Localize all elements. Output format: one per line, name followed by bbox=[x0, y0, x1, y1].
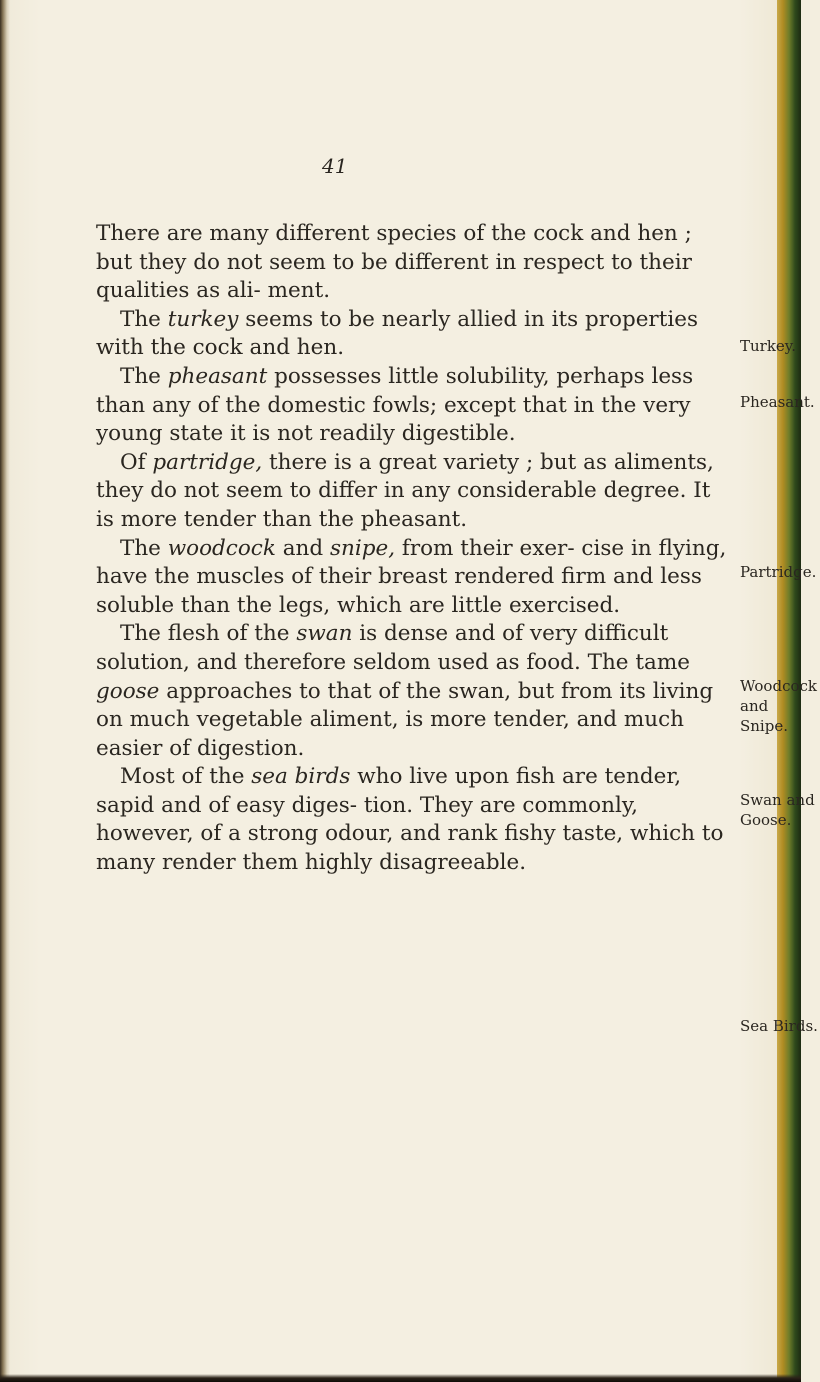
italic-term: swan bbox=[296, 621, 353, 647]
margin-note-swan-goose bbox=[740, 790, 820, 830]
margin-note-line: and Snipe. bbox=[740, 697, 788, 735]
text-run: The bbox=[120, 363, 168, 389]
body-text bbox=[96, 220, 728, 878]
margin-note-pheasant bbox=[740, 392, 820, 412]
margin-note-line: Partridge. bbox=[740, 563, 817, 581]
text-run: from their exer- cise in flying, have the muscles of their breast rendered firm and less soluble than the legs, which are little exercised. bbox=[96, 535, 727, 618]
margin-note-sea-birds bbox=[740, 1016, 820, 1036]
text-run: possesses little solubility, perhaps less than any of the domestic fowls; except that in the very young state it is not readily digestible. bbox=[96, 363, 694, 447]
paragraph bbox=[96, 363, 728, 449]
text-run: The bbox=[120, 306, 168, 332]
margin-note-line: Woodcock bbox=[740, 677, 817, 695]
paragraph bbox=[96, 449, 728, 535]
paragraph bbox=[96, 763, 728, 877]
italic-term: goose bbox=[96, 678, 160, 704]
margin-note-turkey bbox=[740, 336, 820, 356]
margin-note-woodcock-snipe bbox=[740, 676, 820, 736]
text-run: Of bbox=[120, 449, 153, 475]
margin-note-partridge bbox=[740, 562, 820, 582]
page-number: 41 bbox=[322, 154, 348, 178]
paragraph bbox=[96, 535, 728, 621]
paragraph bbox=[96, 306, 728, 363]
italic-term: partridge, bbox=[152, 449, 263, 475]
margin-note-line: Sea Birds. bbox=[740, 1017, 818, 1035]
italic-term: woodcock bbox=[167, 535, 276, 561]
text-run: is dense and of very difficult solution, and therefore seldom used as food. The tame bbox=[96, 621, 690, 675]
text-run: who live upon fish are tender, sapid and of easy diges- tion. They are commonly, however, of a strong odour, and rank fishy taste, which to many render them highly disagreeable. bbox=[96, 764, 724, 876]
margin-note-line: Turkey. bbox=[740, 337, 797, 355]
page-bottom-shadow bbox=[0, 1374, 801, 1382]
margin-note-line: Goose. bbox=[740, 811, 792, 829]
text-run: seems to be nearly allied in its properties with the cock and hen. bbox=[96, 306, 698, 361]
margin-note-line: Pheasant. bbox=[740, 393, 815, 411]
paragraph bbox=[96, 220, 728, 306]
binding-edge bbox=[0, 0, 10, 1382]
italic-term: sea birds bbox=[251, 764, 351, 790]
text-run: The flesh of the bbox=[120, 621, 297, 647]
italic-term: snipe, bbox=[329, 535, 396, 561]
text-run: there is a great variety ; but as aliments, they do not seem to differ in any considerable degree. It is more tender than the pheasant. bbox=[96, 449, 714, 532]
text-run: approaches to that of the swan, but from its living on much vegetable aliment, is more tender, and much easier of digestion. bbox=[96, 678, 714, 761]
margin-note-line: Swan and bbox=[740, 791, 815, 809]
paragraph bbox=[96, 620, 728, 763]
italic-term: turkey bbox=[167, 306, 239, 332]
text-run: and bbox=[275, 535, 330, 561]
text-run: The bbox=[120, 535, 168, 561]
italic-term: pheasant bbox=[167, 363, 268, 389]
text-run: There are many different species of the cock and hen ; but they do not seem to be different in respect to their qualities as ali- ment. bbox=[96, 221, 692, 304]
text-run: Most of the bbox=[120, 764, 252, 790]
